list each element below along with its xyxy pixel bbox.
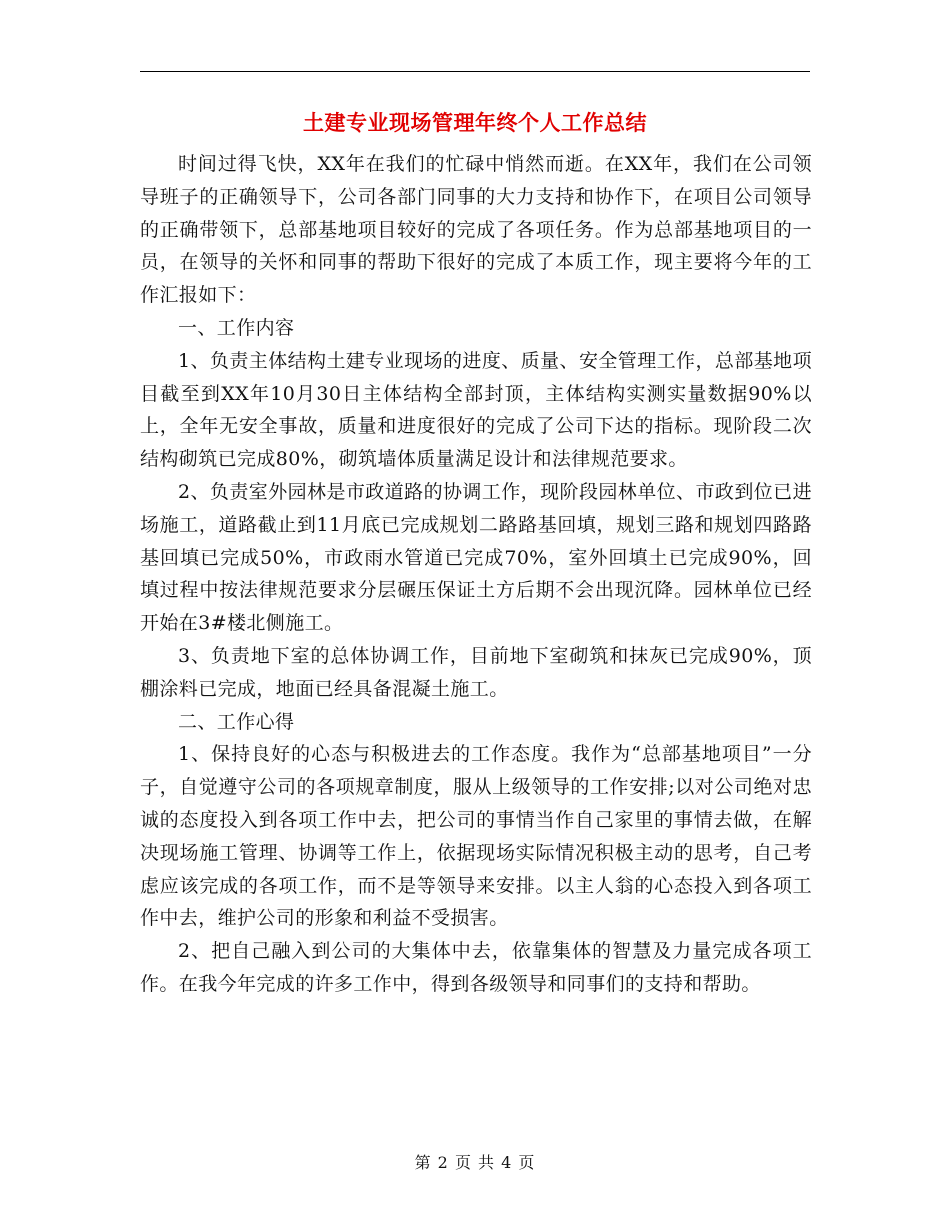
- paragraph-experience-2: 2、把自己融入到公司的大集体中去，依靠集体的智慧及力量完成各项工作。在我今年完成的许多工作中，得到各级领导和同事们的支持和帮助。: [140, 940, 812, 995]
- page-footer: [0, 1150, 950, 1173]
- document-title: 土建专业现场管理年终个人工作总结: [303, 111, 647, 135]
- paragraph-intro: 时间过得飞快，XX年在我们的忙碌中悄然而逝。在XX年，我们在公司领导班子的正确领导下，公司各部门同事的大力支持和协作下，在项目公司领导的正确带领下，总部基地项目较好的完成了各项任务。作为总部基地项目的一员，在领导的关怀和同事的帮助下很好的完成了本质工作，现主要将今年的工作汇报如下：: [140, 153, 812, 307]
- page-number: 第 2 页 共 4 页: [414, 1153, 536, 1172]
- paragraph-work-item-2: 2、负责室外园林是市政道路的协调工作，现阶段园林单位、市政到位已进场施工，道路截止到11月底已完成规划二路路基回填，规划三路和规划四路路基回填已完成50%，市政雨水管道已完成70%，室外回填土已完成90%，回填过程中按法律规范要求分层碾压保证土方后期不会出现沉降。园林单位已经开始在3#楼北侧施工。: [140, 480, 812, 635]
- document-body: [140, 148, 812, 1001]
- paragraph-work-item-3: 3、负责地下室的总体协调工作，目前地下室砌筑和抹灰已完成90%，顶棚涂料已完成，地面已经具备混凝土施工。: [140, 644, 812, 700]
- section-heading-work-content: 一、工作内容: [178, 316, 295, 339]
- header-rule: [140, 71, 810, 72]
- paragraph-experience-1: 1、保持良好的心态与积极进去的工作态度。我作为“总部基地项目”一分子，自觉遵守公司的各项规章制度，服从上级领导的工作安排;以对公司绝对忠诚的态度投入到各项工作中去，把公司的事情当作自己家里的事情去做，在解决现场施工管理、协调等工作上，依据现场实际情况积极主动的思考，自己考虑应该完成的各项工作，而不是等领导来安排。以主人翁的心态投入到各项工作中去，维护公司的形象和利益不受损害。: [140, 743, 812, 930]
- paragraph-work-item-1: 1、负责主体结构土建专业现场的进度、质量、安全管理工作，总部基地项目截至到XX年10月30日主体结构全部封顶，主体结构实测实量数据90%以上，全年无安全事故，质量和进度很好的完成了公司下达的指标。现阶段二次结构砌筑已完成80%，砌筑墙体质量满足设计和法律规范要求。: [140, 349, 812, 471]
- section-heading-experience: 二、工作心得: [178, 710, 295, 733]
